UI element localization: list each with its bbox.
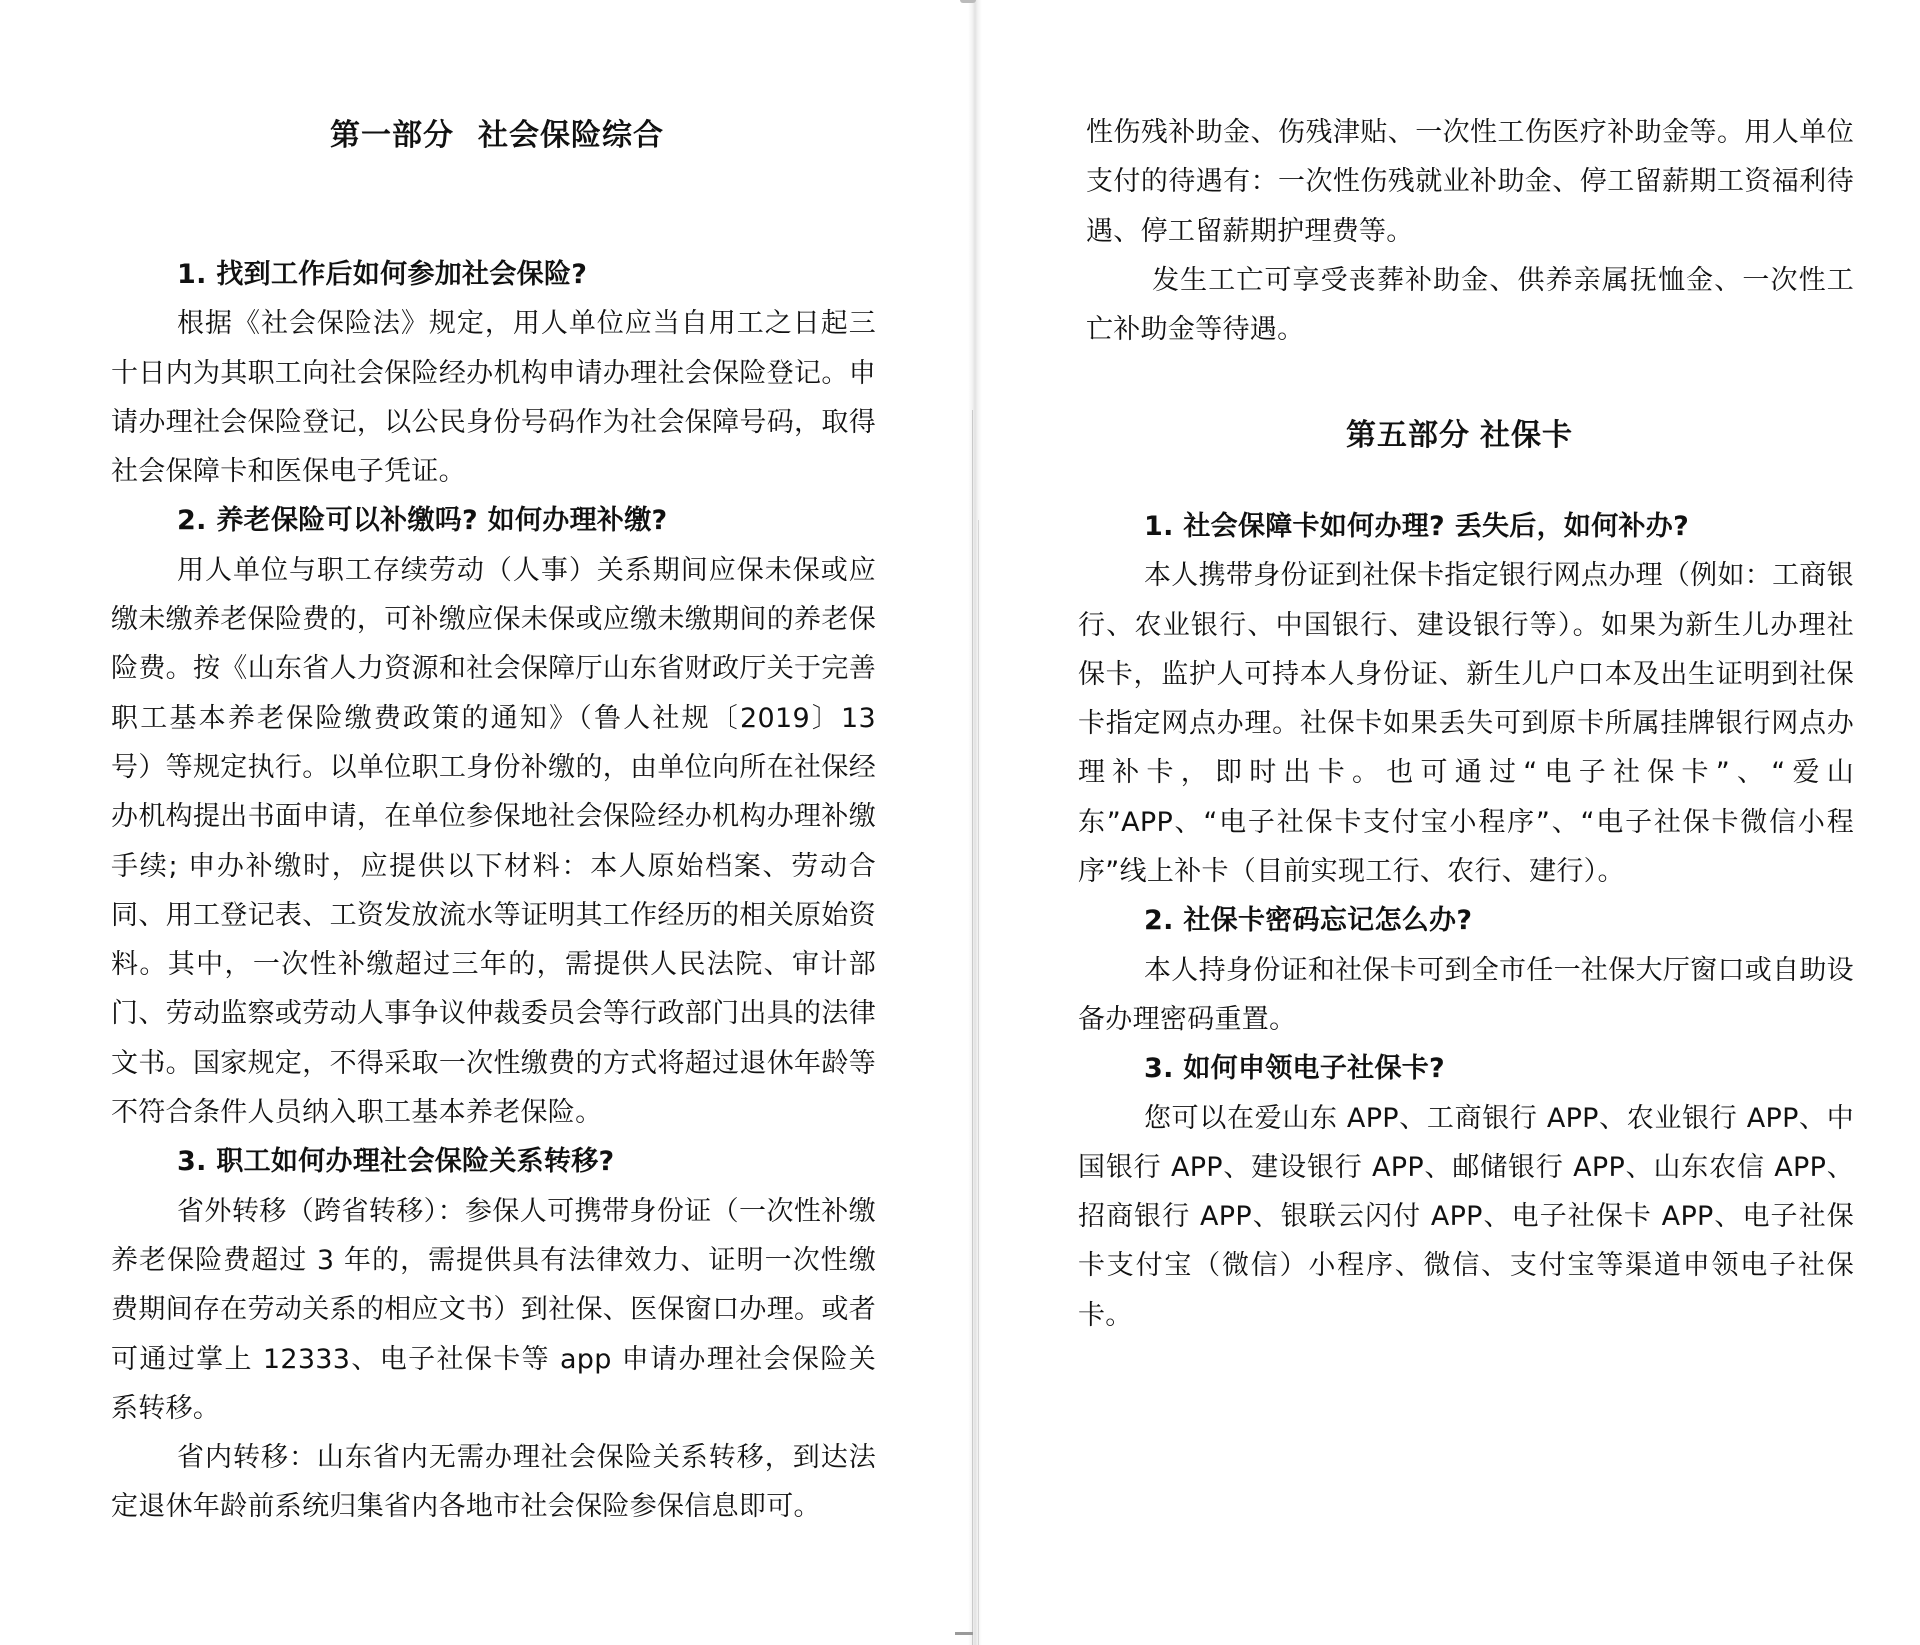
answer-paragraph: 您可以在爱山东 APP、工商银行 APP、农业银行 APP、中国银行 APP、建设银行 APP、邮储银行 APP、山东农信 APP、招商银行 APP、银联云闪付 APP、电子社保卡 APP、电子社保卡支付宝（微信）小程序、微信、支付宝等渠道申领电子社保卡。 (1078, 1102, 1854, 1331)
answer-paragraph: 发生工亡可享受丧葬补助金、供养亲属抚恤金、一次性工亡补助金等待遇。 (1086, 264, 1854, 346)
answer-paragraph: 根据《社会保险法》规定，用人单位应当自用工之日起三十日内为其职工向社会保险经办机构申请办理社会保险登记。申请办理社会保险登记，以公民身份号码作为社会保障号码，取得社会保障卡和医保电子凭证。 (111, 308, 876, 488)
right-page-continued-text (1086, 108, 1854, 354)
section-number: 第五部分 (1346, 418, 1470, 453)
answer-paragraph: 本人携带身份证到社保卡指定银行网点办理（例如：工商银行、农业银行、中国银行、建设银行等）。如果为新生儿办理社保卡，监护人可持本人身份证、新生儿户口本及出生证明到社保卡指定网点办理。社保卡如果丢失可到原卡所属挂牌银行网点办理补卡，即时出卡。也可通过“电子社保卡”、“爱山东”APP、“电子社保卡支付宝小程序”、“电子社保卡微信小程序”线上补卡（目前实现工行、农行、建行）。 (1078, 560, 1854, 888)
section-name: 社会保险综合 (478, 118, 664, 153)
question-heading: 3. 职工如何办理社会保险关系转移? (177, 1146, 615, 1178)
answer-paragraph: 省外转移（跨省转移）：参保人可携带身份证（一次性补缴养老保险费超过 3 年的，需提供具有法律效力、证明一次性缴费期间存在劳动关系的相应文书）到社保、医保窗口办理。或者可通过掌上 12333、电子社保卡等 app 申请办理社会保险关系转移。 (111, 1195, 876, 1424)
continued-paragraph: 性伤残补助金、伤残津贴、一次性工伤医疗补助金等。用人单位支付的待遇有：一次性伤残就业补助金、停工留薪期工资福利待遇、停工留薪期护理费等。 (1086, 117, 1854, 247)
answer-paragraph: 本人持身份证和社保卡可到全市任一社保大厅窗口或自助设备办理密码重置。 (1078, 954, 1854, 1035)
right-page-body (1078, 502, 1854, 1340)
section-title-part-one (330, 110, 664, 154)
question-heading: 1. 找到工作后如何参加社会保险? (177, 259, 588, 290)
question-heading: 1. 社会保障卡如何办理? 丢失后，如何补办? (1144, 511, 1690, 542)
section-name: 社保卡 (1480, 418, 1573, 453)
section-title-part-five (1346, 410, 1573, 454)
left-page-body (111, 250, 876, 1532)
question-heading: 3. 如何申领电子社保卡? (1144, 1053, 1446, 1085)
question-heading: 2. 养老保险可以补缴吗? 如何办理补缴? (177, 505, 668, 537)
question-heading: 2. 社保卡密码忘记怎么办? (1144, 905, 1473, 937)
section-number: 第一部分 (330, 118, 454, 153)
answer-paragraph: 用人单位与职工存续劳动（人事）关系期间应保未保或应缴未缴养老保险费的，可补缴应保未保或应缴未缴期间的养老保险费。按《山东省人力资源和社会保障厅山东省财政厅关于完善职工基本养老保险缴费政策的通知》（鲁人社规〔2019〕13 号）等规定执行。以单位职工身份补缴的，由单位向所在社保经办机构提出书面申请，在单位参保地社会保险经办机构办理补缴手续; 申办补缴时，应提供以下材料：本人原始档案、劳动合同、用工登记表、工资发放流水等证明其工作经历的相关原始资料。其中，一次性补缴超过三年的，需提供人民法院、审计部门、劳动监察或劳动人事争议仲裁委员会等行政部门出具的法律文书。国家规定，不得采取一次性缴费的方式将超过退休年龄等不符合条件人员纳入职工基本养老保险。 (111, 554, 876, 1129)
answer-paragraph: 省内转移：山东省内无需办理社会保险关系转移，到达法定退休年龄前系统归集省内各地市社会保险参保信息即可。 (111, 1442, 876, 1523)
